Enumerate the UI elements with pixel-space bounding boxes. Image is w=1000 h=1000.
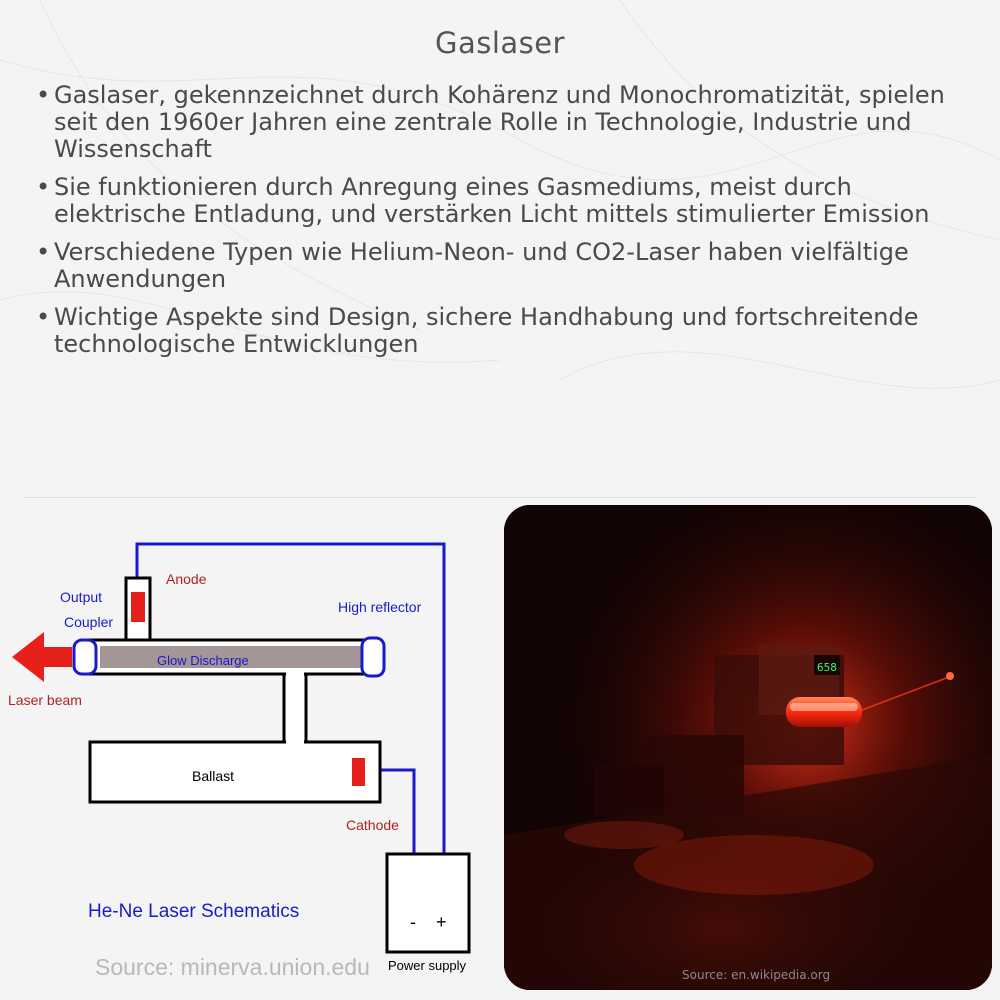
schematic-source: Source: minerva.union.edu	[95, 954, 370, 980]
bullet-dot: •	[36, 81, 51, 109]
output-coupler-label: Output	[60, 589, 103, 605]
bullet-list	[34, 82, 974, 369]
laser-beam-arrow	[12, 632, 72, 682]
he-ne-laser-schematic	[0, 520, 490, 990]
high-reflector-label: High reflector	[338, 599, 422, 615]
laser-display: 658	[817, 661, 837, 674]
anode-electrode	[131, 592, 145, 622]
cathode-label: Cathode	[346, 817, 399, 833]
photo-source: Source: en.wikipedia.org	[682, 968, 831, 982]
ballast-label: Ballast	[192, 768, 235, 784]
page-title: Gaslaser	[434, 26, 566, 60]
power-supply-label: Power supply	[388, 958, 467, 973]
bullet-dot: •	[36, 173, 51, 201]
bullet-item	[34, 82, 974, 163]
laser-tube-glow	[786, 697, 862, 727]
bullet-item	[34, 239, 974, 293]
bullet-item	[34, 304, 974, 358]
output-coupler-mirror	[74, 640, 96, 674]
bullet-dot: •	[36, 303, 51, 331]
schematic-caption: He-Ne Laser Schematics	[88, 901, 300, 922]
minus-terminal-label: -	[410, 912, 416, 932]
ballast-stem-left	[284, 674, 306, 744]
bullet-text: Wichtige Aspekte sind Design, sichere Handhabung und fortschreitende technologische Entwicklungen	[54, 303, 919, 358]
ballast-tube	[90, 742, 380, 802]
anode-label: Anode	[166, 571, 207, 587]
power-supply-box	[387, 854, 469, 952]
section-divider	[25, 497, 975, 498]
laser-photo-drawing	[504, 505, 992, 990]
cathode-electrode	[352, 758, 365, 786]
bullet-item	[34, 174, 974, 228]
bullet-dot: •	[36, 238, 51, 266]
bullet-text: Gaslaser, gekennzeichnet durch Kohärenz und Monochromatizität, spielen seit den 1960er Jahren eine zentrale Rolle in Technologie, Industrie und Wissenschaft	[54, 81, 945, 163]
high-reflector-mirror	[362, 638, 384, 676]
plus-terminal-label: +	[436, 912, 447, 932]
bullet-text: Sie funktionieren durch Anregung eines Gasmediums, meist durch elektrische Entladung, und verstärken Licht mittels stimulierter Emission	[54, 173, 930, 228]
glow-discharge-label: Glow Discharge	[157, 653, 249, 668]
output-coupler-label: Coupler	[64, 614, 114, 630]
bullet-text: Verschiedene Typen wie Helium-Neon- und CO2-Laser haben vielfältige Anwendungen	[54, 238, 909, 293]
laser-photo	[504, 505, 992, 990]
laser-beam-label: Laser beam	[8, 692, 82, 708]
